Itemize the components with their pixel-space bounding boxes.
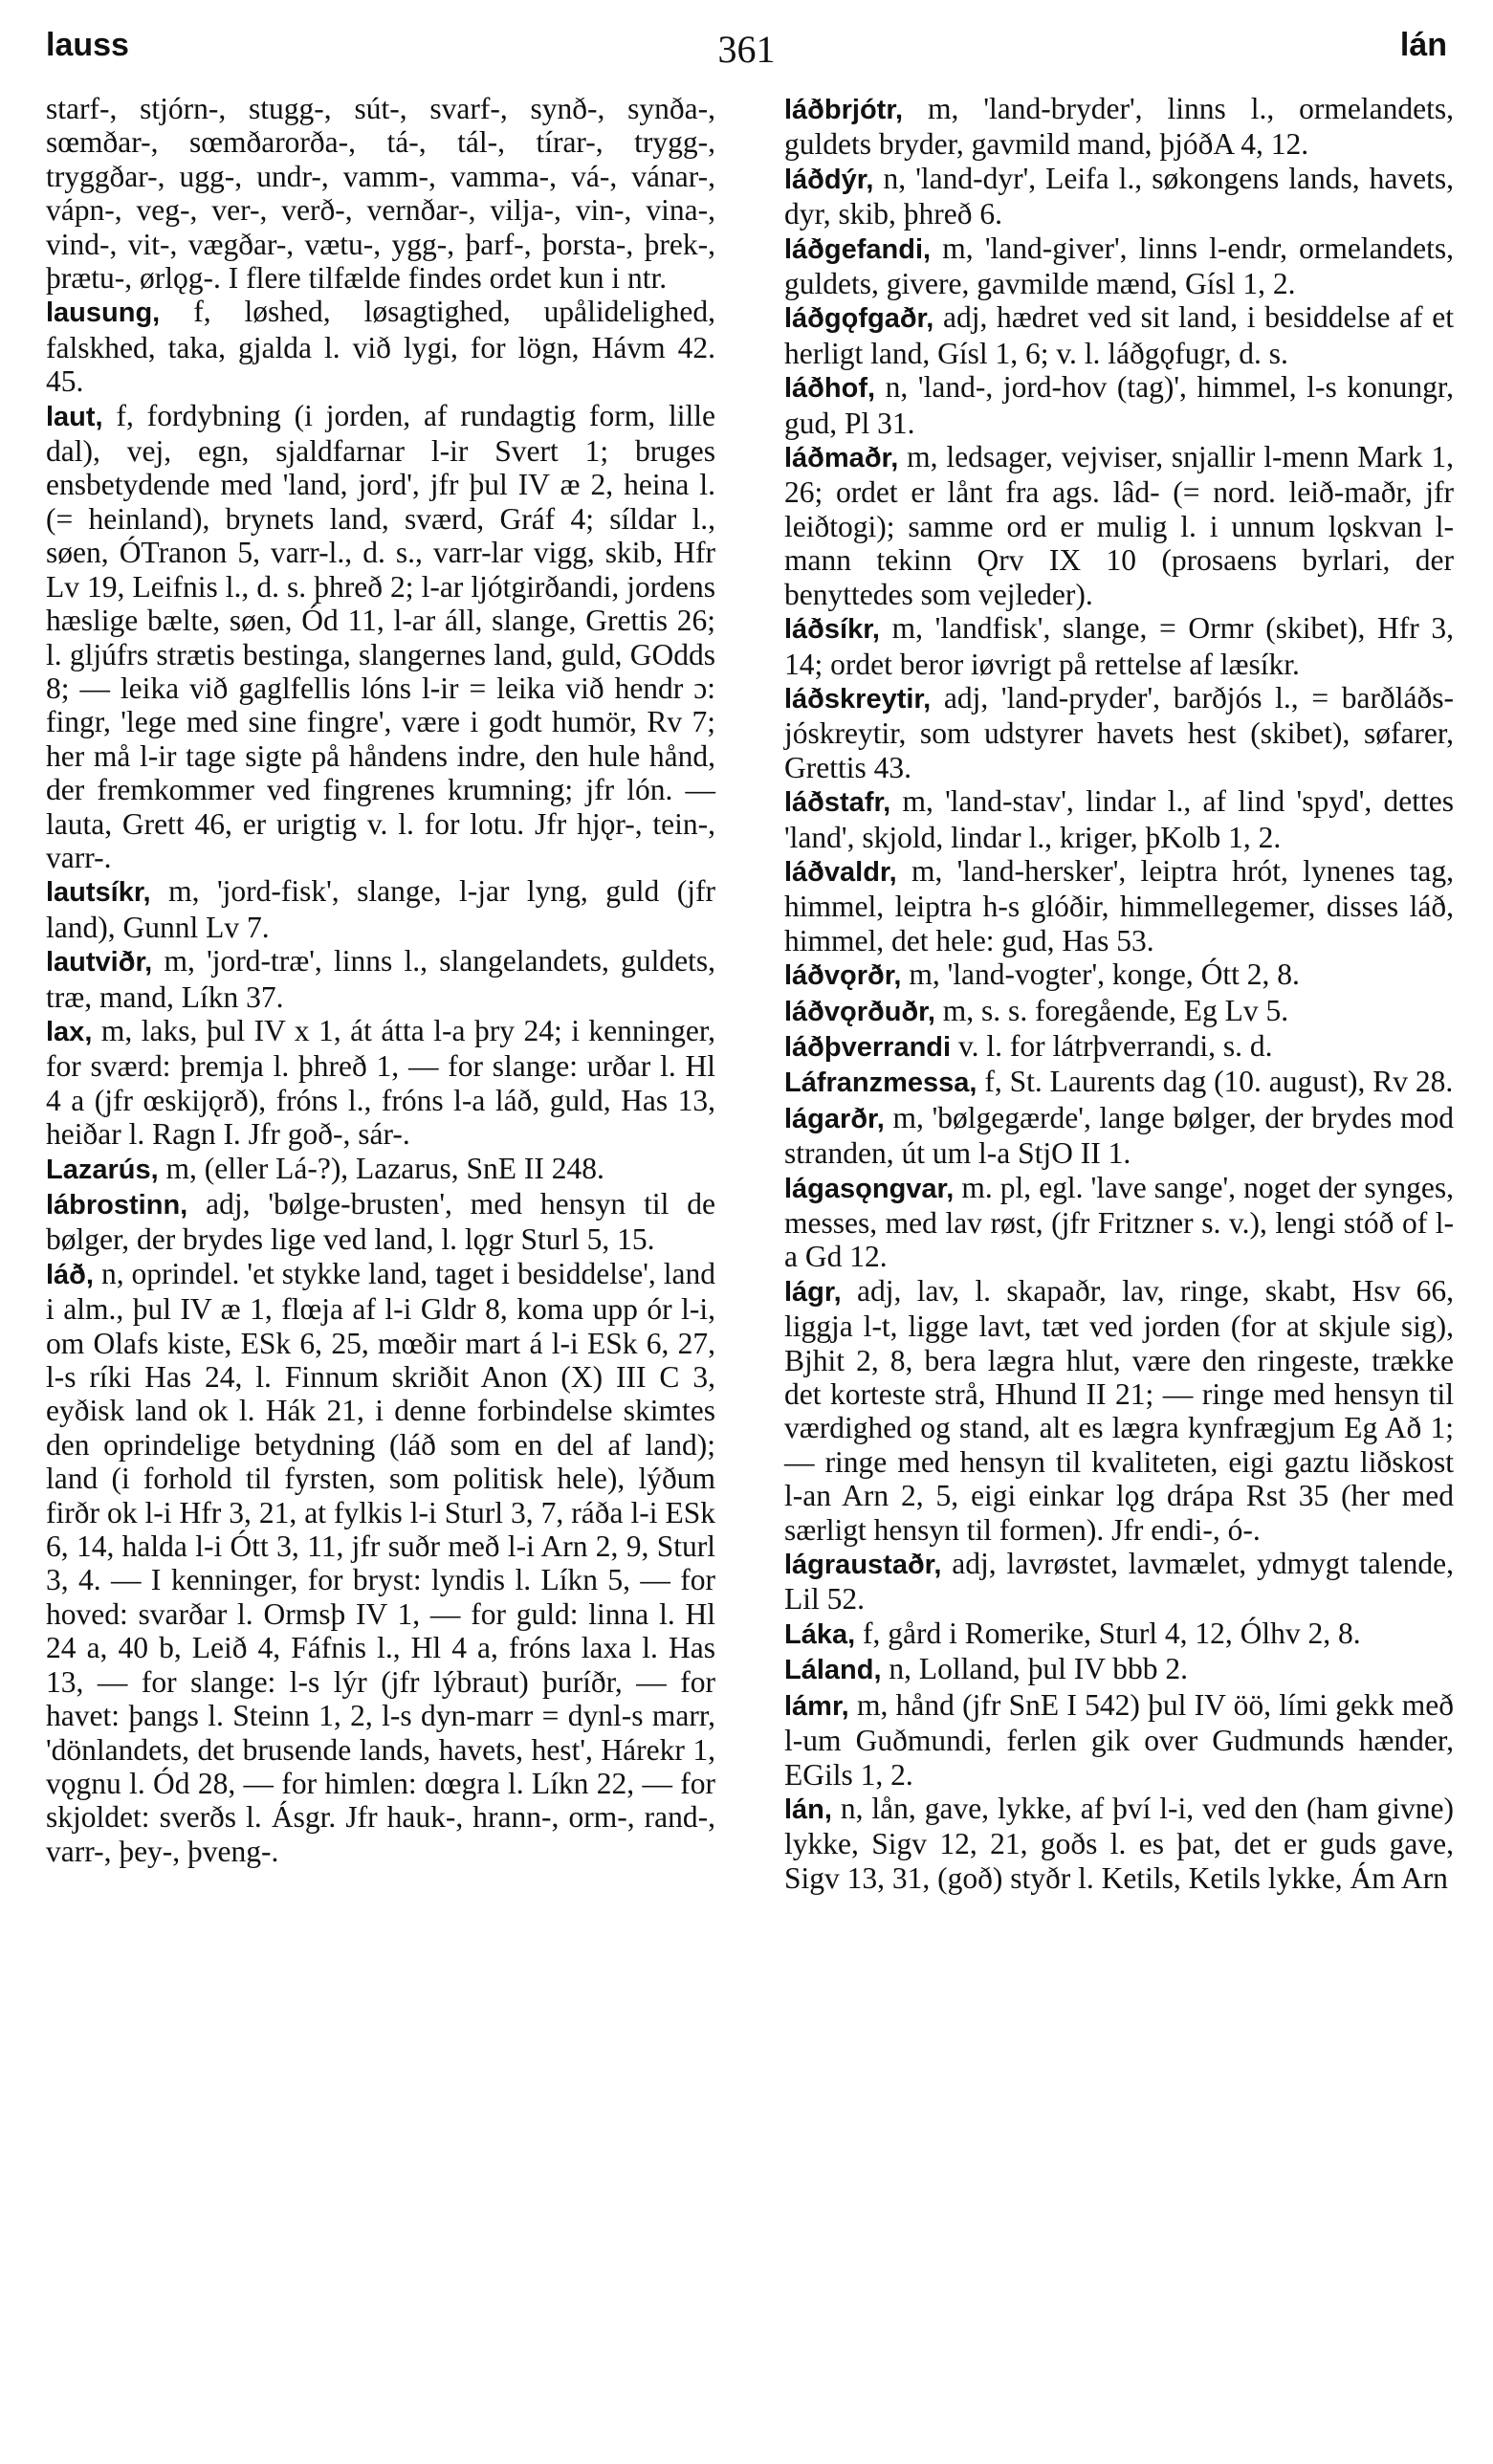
entry-definition: m, 'land-giver', linns l-endr, ormelandets, guldets, givere, gavmilde mænd, Gísl 1, 2.	[784, 231, 1455, 301]
entry-headword: lágasǫngvar,	[784, 1173, 955, 1204]
entry-headword: láðgefandi,	[784, 233, 932, 265]
dictionary-entry	[784, 440, 1454, 611]
entry-definition: m. pl, egl. 'lave sange', noget der synges, messes, med lav røst, (jfr Fritzner s. v.), lengi stóð of l-a Gd 12.	[784, 1170, 1454, 1274]
entry-definition: m, laks, þul IV x 1, át átta l-a þry 24; i kenninger, for sværd: þremja l. þhreð 1, — for slange: urðar l. Hl 4 a (jfr œskijǫrð), fróns l., fróns l-a láð, guld, Has 13, heiðar l. Ragn I. Jfr goð-, sár-.	[46, 1013, 716, 1152]
entry-headword: lautsíkr,	[46, 877, 151, 909]
dictionary-entry	[784, 1274, 1454, 1547]
entry-definition: m, s. s. foregående, Eg Lv 5.	[942, 993, 1289, 1027]
entry-definition: adj, 'land-pryder', barðjós l., = barðláðs-jóskreytir, som udstyrer havets hest (skibet), søfarer, Grettis 43.	[784, 680, 1454, 784]
entry-headword: Láfranzmessa,	[784, 1067, 977, 1099]
dictionary-entry	[784, 681, 1454, 784]
page-header	[46, 27, 1447, 84]
entry-definition: f, gård i Romerike, Sturl 4, 12, Ólhv 2, 8.	[863, 1616, 1361, 1650]
dictionary-entry	[784, 231, 1454, 301]
entry-headword: láðvǫrðr,	[784, 960, 902, 992]
dictionary-entry	[784, 1029, 1454, 1065]
dictionary-entry	[784, 370, 1454, 440]
entry-definition: m, hånd (jfr SnE I 542) þul IV öö, lími gekk með l-um Guðmundi, ferlen gik over Gudmunds hænder, EGils 1, 2.	[784, 1687, 1454, 1792]
dictionary-entry	[784, 1065, 1454, 1100]
dictionary-entry	[46, 1152, 715, 1187]
entry-headword: láðstafr,	[784, 787, 891, 819]
entry-definition: starf-, stjórn-, stugg-, sút-, svarf-, synð-, synða-, sœmðar-, sœmðarorða-, tá-, tál-, tírar-, trygg-, tryggðar-, ugg-, undr-, vamm-, vamma-, vá-, vánar-, vápn-, veg-, ver-, verð-, vernðar-, vilja-, vin-, vina-, vind-, vit-, vægðar-, vætu-, ygg-, þarf-, þorsta-, þrek-, þrætu-, ørlǫg-. I flere tilfælde findes ordet kun i ntr.	[46, 92, 715, 296]
entry-definition: f, løshed, løsagtighed, upålidelighed, falskhed, taka, gjalda l. við lygi, for lögn, Hávm 42. 45.	[46, 295, 715, 399]
entry-headword: lausung,	[46, 297, 161, 329]
entry-headword: lámr,	[784, 1690, 849, 1722]
dictionary-entry	[784, 784, 1454, 854]
entry-definition: n, 'land-, jord-hov (tag)', himmel, l-s konungr, gud, Pl 31.	[784, 370, 1455, 440]
entry-definition: m, 'land-bryder', linns l., ormelandets, guldets bryder, gavmild mand, þjóðA 4, 12.	[784, 92, 1455, 162]
entry-definition: f, fordybning (i jorden, af rundagtig form, lille dal), vej, egn, sjaldfarnar l-ir Svert 1; bruges ensbetydende med 'land, jord', jfr þul IV æ 2, heina l. (= heinland), brynets land, sværd, Gráf 4; síldar l., søen, ÓTranon 5, varr-l., d. s., varr-lar vigg, skib, Hfr Lv 19, Leifnis l., d. s. þhreð 2; l-ar ljótgirðandi, jordens hæslige bælte, søen, Ód 11, l-ar áll, slange, Grettis 26; l. gljúfrs strætis bestinga, slangernes land, guld, GOdds 8; — leika við gaglfellis lóns l-ir = leika við hendr ɔ: fingr, 'lege med sine fingre', være i godt humör, Rv 7; her må l-ir tage sigte på håndens indre, den hule hånd, der fremkommer ved fingrenes krumning; jfr lón. — lauta, Grett 46, er urigtig v. l. for lotu. Jfr hjǫr-, tein-, varr-.	[46, 398, 716, 874]
dictionary-entry	[784, 611, 1454, 681]
entry-definition: m, 'bølgegærde', lange bølger, der brydes mod stranden, út um l-a StjO II 1.	[784, 1100, 1454, 1171]
entry-headword: Lazarús,	[46, 1154, 159, 1185]
entry-definition: v. l. for látrþverrandi, s. d.	[957, 1028, 1273, 1063]
entry-headword: láðþverrandi	[784, 1031, 952, 1063]
dictionary-entry	[46, 399, 715, 875]
page-number: 361	[717, 28, 776, 71]
entry-headword: láðmaðr,	[784, 443, 899, 474]
left-column	[46, 92, 715, 1868]
dictionary-entry	[46, 874, 715, 944]
entry-headword: lán,	[784, 1793, 832, 1825]
entry-definition: n, 'land-dyr', Leifa l., søkongens lands, havets, dyr, skib, þhreð 6.	[784, 161, 1454, 231]
dictionary-entry	[46, 92, 715, 295]
entry-headword: lax,	[46, 1016, 93, 1047]
entry-definition: m, 'jord-træ', linns l., slangelandets, guldets, træ, mand, Líkn 37.	[46, 944, 715, 1014]
right-column	[784, 92, 1454, 1895]
dictionary-entry	[784, 1617, 1454, 1652]
entry-headword: laut,	[46, 401, 103, 432]
dictionary-entry	[46, 295, 715, 398]
dictionary-entry	[46, 1187, 715, 1257]
dictionary-entry	[784, 92, 1454, 162]
entry-headword: láðhof,	[784, 373, 876, 405]
entry-definition: adj, hædret ved sit land, i besiddelse af et herligt land, Gísl 1, 6; v. l. láðgǫfugr, d. s.	[784, 300, 1454, 370]
entry-headword: lágr,	[784, 1276, 842, 1308]
dictionary-entry	[784, 162, 1454, 231]
entry-headword: Láka,	[784, 1618, 856, 1650]
entry-definition: n, Lolland, þul IV bbb 2.	[889, 1652, 1189, 1686]
entry-definition: n, lån, gave, lykke, af því l-i, ved den (ham givne) lykke, Sigv 12, 21, goðs l. es þat, det er guds gave, Sigv 13, 31, (goð) styðr l. Ketils, Ketils lykke, Ám Arn	[784, 1791, 1454, 1895]
dictionary-entry	[784, 300, 1454, 370]
entry-headword: láðvaldr,	[784, 856, 897, 888]
entry-headword: láðvǫrðuðr,	[784, 996, 935, 1027]
entry-headword: lágraustaðr,	[784, 1550, 942, 1581]
entry-headword: láðsíkr,	[784, 614, 880, 646]
entry-headword: lautviðr,	[46, 947, 153, 979]
entry-definition: adj, lav, l. skapaðr, lav, ringe, skabt, Hsv 66, liggja l-t, ligge lavt, tæt ved jorden (for at skjule sig), Bjhit 2, 8, bera lægra hlut, være den ringeste, trække det korteste strå, Hhund II 21; — ringe med hensyn til værdighed og stand, alt es lægra kynfrægjum Eg Að 1; — ringe med hensyn til kvaliteten, eigi gaztu liðskost l-an Arn 2, 5, eigi einkar lǫg drápa Rst 35 (her med særligt hensyn til formen). Jfr endi-, ó-.	[784, 1273, 1455, 1547]
entry-definition: m, 'land-stav', lindar l., af lind 'spyd', dettes 'land', skjold, lindar l., kriger, þKolb 1, 2.	[784, 784, 1455, 854]
entry-definition: adj, lavrøstet, lavmælet, ydmygt talende, Lil 52.	[784, 1547, 1454, 1617]
entry-definition: m, 'landfisk', slange, = Ormr (skibet), Hfr 3, 14; ordet beror iøvrigt på rettelse af læsíkr.	[784, 611, 1455, 681]
entry-headword: Láland,	[784, 1655, 882, 1686]
dictionary-entry	[784, 957, 1454, 993]
entry-headword: lágarðr,	[784, 1103, 885, 1134]
dictionary-entry	[784, 1101, 1454, 1171]
entry-definition: f, St. Laurents dag (10. august), Rv 28.	[984, 1065, 1454, 1099]
entry-headword: láð,	[46, 1259, 94, 1290]
entry-headword: lábrostinn,	[46, 1190, 188, 1221]
entry-definition: m, ledsager, vejviser, snjallir l-menn Mark 1, 26; ordet er lånt fra ags. lâd- (= nord. leið-maðr, jfr leiðtogi); samme ord er mulig l. i unnum lǫskvan l-mann tekinn Ǫrv IX 10 (prosaens byrlari, der benyttedes som vejleder).	[784, 440, 1455, 611]
entry-definition: n, oprindel. 'et stykke land, taget i besiddelse', land i alm., þul IV æ 1, flœja af l-i Gldr 8, koma upp ór l-i, om Olafs kiste, ESk 6, 25, mœðir mart á l-i ESk 6, 27, l-s ríki Has 24, l. Finnum skriðit Anon (X) III C 3, eyðisk land ok l. Hák 21, i denne forbindelse skimtes den oprindelige betydning (láð som en del af land); land (i forhold til fyrsten, som politisk hele), lýðum firðr ok l-i Hfr 3, 21, at fylkis l-i Sturl 3, 7, ráða l-i ESk 6, 14, halda l-i Ótt 3, 11, jfr suðr með l-i Arn 2, 9, Sturl 3, 4. — I kenninger, for bryst: lyndis l. Líkn 5, — for hoved: svarðar l. Ormsþ IV 1, — for guld: linna l. Hl 24 a, 40 b, Leið 4, Fáfnis l., Hl 4 a, fróns laxa l. Has 13, — for slange: l-s lýr (jfr lýbraut) þuríðr, — for havet: þangs l. Steinn 1, 2, l-s dyn-marr = dynl-s marr, 'dönlandets, det brusende lands, havets, hest', Hárekr 1, vǫgnu l. Ód 28, — for himlen: dœgra l. Líkn 22, — for skjoldet: sverðs l. Ásgr. Jfr hauk-, hrann-, orm-, rand-, varr-, þey-, þveng-.	[46, 1256, 715, 1868]
entry-headword: láðgǫfgaðr,	[784, 303, 934, 335]
header-right-guideword: lán	[1399, 27, 1447, 63]
entry-definition: m, 'land-vogter', konge, Ótt 2, 8.	[909, 957, 1300, 992]
dictionary-entry	[784, 1688, 1454, 1792]
entry-definition: m, 'land-hersker', leiptra hrót, lynenes tag, himmel, leiptra h-s glóðir, himmellegemer, disses láð, himmel, det hele: gud, Has 53.	[784, 853, 1455, 957]
header-left-guideword: lauss	[46, 27, 129, 63]
dictionary-entry	[46, 944, 715, 1014]
entry-definition: m, (eller Lá-?), Lazarus, SnE II 248.	[165, 1151, 604, 1185]
dictionary-entry	[784, 1652, 1454, 1687]
entry-headword: láðdýr,	[784, 164, 874, 195]
dictionary-entry	[784, 854, 1454, 957]
dictionary-entry	[784, 994, 1454, 1029]
dictionary-entry	[784, 1547, 1454, 1617]
entry-headword: láðskreytir,	[784, 683, 932, 715]
dictionary-entry	[784, 1792, 1454, 1895]
dictionary-entry	[46, 1014, 715, 1152]
entry-definition: m, 'jord-fisk', slange, l-jar lyng, guld (jfr land), Gunnl Lv 7.	[46, 874, 715, 944]
entry-definition: adj, 'bølge-brusten', med hensyn til de bølger, der brydes lige ved land, l. lǫgr Sturl 5, 15.	[46, 1187, 715, 1257]
dictionary-entry	[46, 1257, 715, 1868]
entry-headword: láðbrjótr,	[784, 95, 904, 125]
dictionary-entry	[784, 1171, 1454, 1274]
